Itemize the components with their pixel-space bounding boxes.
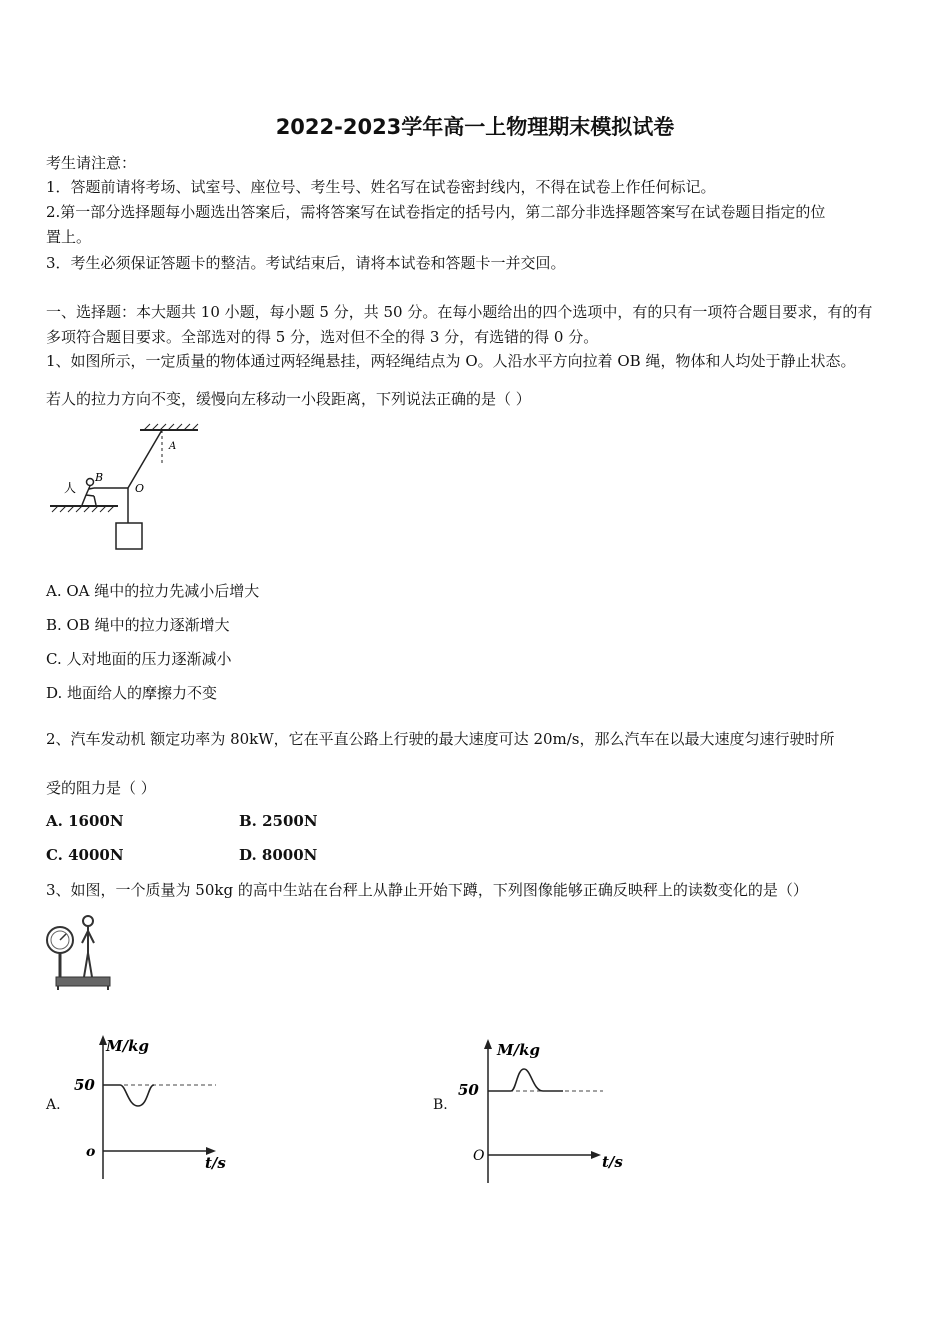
graph-b-ytick: 50 — [458, 1081, 479, 1099]
question-2-stem: 2、汽车发动机 额定功率为 80kW，它在平直公路上行驶的最大速度可达 20m/s，那么汽车在以最大速度匀速行驶时所 — [46, 730, 835, 748]
question-1-figure — [46, 422, 206, 557]
graph-a-ylabel: M/kg — [106, 1037, 149, 1055]
graph-b-ylabel: M/kg — [497, 1041, 540, 1059]
student-icon — [82, 916, 94, 977]
question-2-stem: 受的阻力是（ ） — [46, 779, 156, 797]
question-2-option: D. 8000N — [239, 846, 318, 864]
person-icon — [82, 479, 96, 506]
graph-a-ytick: 50 — [74, 1076, 95, 1094]
graph-b — [453, 1037, 643, 1187]
question-1-option: D. 地面给人的摩擦力不变 — [46, 684, 218, 702]
figure-label-person: 人 — [64, 481, 77, 495]
figure-label-b: B — [95, 471, 104, 484]
graph-a-origin: o — [86, 1144, 96, 1160]
graph-a-option-label: A. — [46, 1097, 61, 1113]
notice-item: 置上。 — [46, 228, 92, 246]
notice-item: 3．考生必须保证答题卡的整洁。考试结束后，请将本试卷和答题卡一并交回。 — [46, 254, 566, 272]
question-1-option: A. OA 绳中的拉力先减小后增大 — [46, 582, 260, 600]
notice-item: 1．答题前请将考场、试室号、座位号、考生号、姓名写在试卷密封线内，不得在试卷上作任何标记。 — [46, 178, 716, 196]
question-1-option: C. 人对地面的压力逐渐减小 — [46, 650, 232, 668]
notice-heading: 考生请注意： — [46, 154, 137, 172]
graph-b-origin: O — [473, 1148, 485, 1164]
scale-student-figure — [44, 913, 114, 993]
question-2-option: B. 2500N — [239, 812, 318, 830]
notice-item: 2.第一部分选择题每小题选出答案后，需将答案写在试卷指定的括号内，第二部分非选择题答案写在试卷题目指定的位 — [46, 203, 826, 221]
figure-label-o: O — [135, 482, 145, 495]
graph-a-xlabel: t/s — [205, 1154, 226, 1172]
question-1-stem: 若人的拉力方向不变，缓慢向左移动一小段距离，下列说法正确的是（ ） — [46, 390, 531, 408]
graph-a — [68, 1033, 258, 1183]
section-instruction: 多项符合题目要求。全部选对的得 5 分，选对但不全的得 3 分，有选错的得 0 分。 — [46, 328, 599, 346]
section-instruction: 一、选择题：本大题共 10 小题，每小题 5 分，共 50 分。在每小题给出的四个选项中，有的只有一项符合题目要求，有的有 — [46, 303, 873, 321]
graph-b-option-label: B. — [433, 1097, 448, 1113]
question-2-option: C. 4000N — [46, 846, 124, 864]
question-2-option: A. 1600N — [46, 812, 124, 830]
question-1-option: B. OB 绳中的拉力逐渐增大 — [46, 616, 230, 634]
question-3-stem: 3、如图，一个质量为 50kg 的高中生站在台秤上从静止开始下蹲，下列图像能够正确反映秤上的读数变化的是（） — [46, 881, 808, 899]
figure-label-a: A — [169, 441, 177, 452]
question-1-stem: 1、如图所示，一定质量的物体通过两轻绳悬挂，两轻绳结点为 O。人沿水平方向拉着 OB 绳，物体和人均处于静止状态。 — [46, 352, 856, 370]
graph-b-xlabel: t/s — [602, 1153, 623, 1171]
page-title: 2022-2023学年高一上物理期末模拟试卷 — [275, 115, 675, 139]
